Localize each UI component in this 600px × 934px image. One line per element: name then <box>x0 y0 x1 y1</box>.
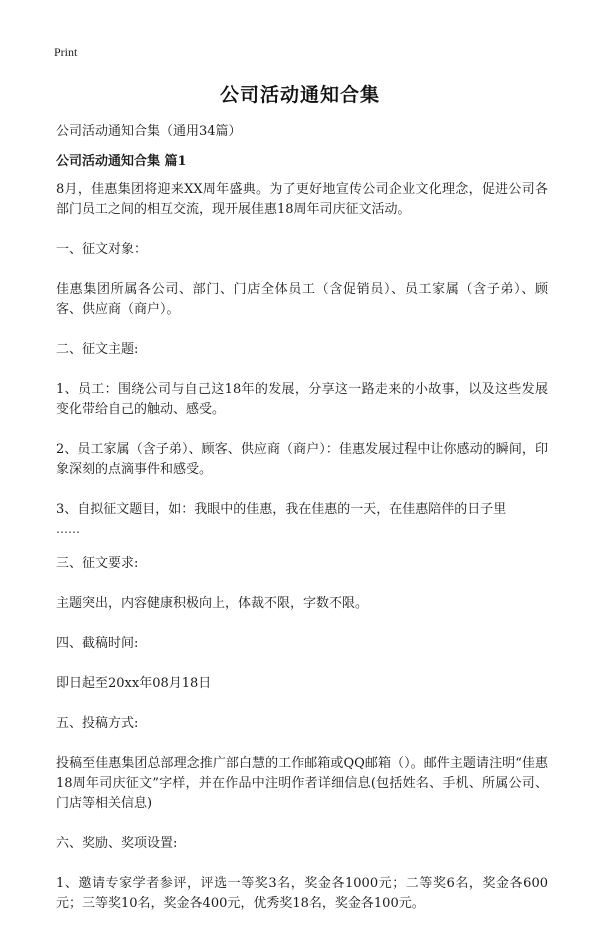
document-subtitle: 公司活动通知合集（通用34篇） <box>56 124 242 139</box>
heading-requirements: 三、征文要求: <box>56 556 139 571</box>
heading-theme: 二、征文主题: <box>56 342 139 357</box>
heading-awards: 六、奖励、奖项设置: <box>56 836 178 851</box>
document-title: 公司活动通知合集 <box>219 84 380 106</box>
section-heading: 公司活动通知合集 篇1 <box>56 154 187 169</box>
paragraph-theme-1: 1、员工：围绕公司与自己这18年的发展，分享这一路走来的小故事，以及这些发展变化带给自己的触动、感受。 <box>56 382 548 417</box>
paragraph-submission: 投稿至佳惠集团总部理念推广部白慧的工作邮箱或QQ邮箱（）。邮件主题请注明“佳惠18周年司庆征文”字样，并在作品中注明作者详细信息(包括姓名、手机、所属公司、门店等相关信息) <box>56 756 548 811</box>
paragraph-deadline: 即日起至20xx年08月18日 <box>56 676 212 691</box>
paragraph-requirements: 主题突出，内容健康积极向上，体裁不限，字数不限。 <box>56 596 369 611</box>
paragraph-theme-2: 2、员工家属（含子弟）、顾客、供应商（商户）：佳惠发展过程中让你感动的瞬间，印象深刻的点滴事件和感受。 <box>56 442 548 477</box>
paragraph-intro: 8月，佳惠集团将迎来XX周年盛典。为了更好地宣传公司企业文化理念，促进公司各部门员工之间的相互交流，现开展佳惠18周年司庆征文活动。 <box>56 182 548 217</box>
print-label[interactable]: Print <box>54 45 78 59</box>
heading-deadline: 四、截稿时间: <box>56 636 139 651</box>
heading-participants: 一、征文对象： <box>56 242 148 257</box>
ellipsis: …… <box>56 522 80 536</box>
document-body <box>56 180 548 934</box>
paragraph-participants: 佳惠集团所属各公司、部门、门店全体员工（含促销员）、员工家属（含子弟）、顾客、供应商（商户）。 <box>56 282 548 317</box>
paragraph-theme-3: 3、自拟征文题目，如：我眼中的佳惠，我在佳惠的一天，在佳惠陪伴的日子里 <box>56 502 507 517</box>
paragraph-awards: 1、邀请专家学者参评，评选一等奖3名，奖金各1000元；二等奖6名，奖金各600元；三等奖10名，奖金各400元，优秀奖18名，奖金各100元。 <box>56 876 548 911</box>
heading-submission: 五、投稿方式: <box>56 716 139 731</box>
